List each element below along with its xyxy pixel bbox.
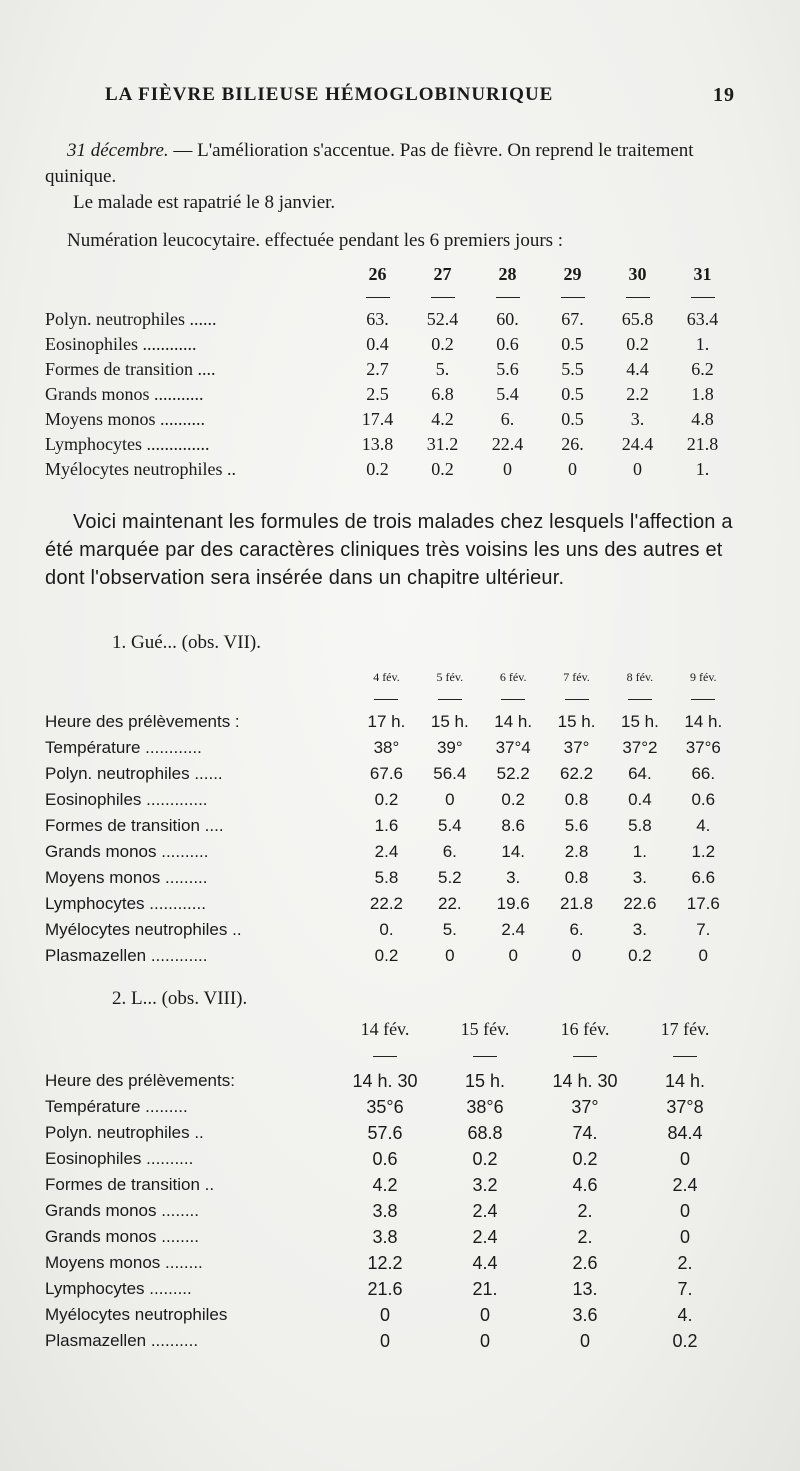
cell-value: 4.8 <box>691 409 714 429</box>
row-label: Myélocytes neutrophiles .. <box>45 920 242 939</box>
cell-value: 37°6 <box>685 738 721 757</box>
cell-value: 21.6 <box>367 1278 403 1299</box>
cell-value: 0.2 <box>374 790 399 809</box>
dash-rule <box>431 297 455 298</box>
row-label: Grands monos ........ <box>45 1201 200 1220</box>
dash-rule <box>691 297 715 298</box>
cell-value: 14 h. <box>684 712 723 731</box>
table-row <box>45 307 735 332</box>
cell-value: 3.8 <box>372 1200 398 1221</box>
cell-value: 0.5 <box>561 334 584 354</box>
cell-value: 26. <box>561 434 584 454</box>
row-label: Formes de transition .... <box>45 816 224 835</box>
cell-value: 31.2 <box>426 434 459 454</box>
row-label: Grands monos .......... <box>45 842 209 861</box>
cell-value: 5.2 <box>438 868 462 887</box>
cell-value: 5.6 <box>564 816 589 835</box>
dash-row <box>45 1044 735 1068</box>
cell-value: 37°4 <box>495 738 531 757</box>
cell-value: 0.8 <box>564 868 589 887</box>
cell-value: 0.2 <box>374 946 399 965</box>
cell-value: 5.4 <box>496 384 519 404</box>
cell-value: 4. <box>677 1304 693 1325</box>
cell-value: 0.2 <box>366 459 389 479</box>
cell-value: 1.2 <box>691 842 716 861</box>
table-row <box>45 735 735 761</box>
table-row <box>45 709 735 735</box>
table-row <box>45 332 735 357</box>
cell-value: 5.6 <box>496 359 519 379</box>
cell-value: 19.6 <box>496 894 530 913</box>
dash-rule <box>366 297 390 298</box>
column-header: 15 fév. <box>460 1018 510 1039</box>
cell-value: 38° <box>373 738 400 757</box>
cell-value: 3.8 <box>372 1226 398 1247</box>
cell-value: 0.2 <box>431 334 454 354</box>
cell-value: 57.6 <box>367 1122 403 1143</box>
cell-value: 39° <box>436 738 463 757</box>
cell-value: 0.2 <box>672 1330 698 1351</box>
cell-value: 0 <box>679 1148 690 1169</box>
table-header-row <box>45 1014 735 1044</box>
cell-value: 0.4 <box>628 790 652 809</box>
cell-value: 37°8 <box>666 1096 704 1117</box>
running-head <box>105 80 735 112</box>
row-label: Heure des prélèvements: <box>45 1071 235 1090</box>
cell-value: 0 <box>379 1304 390 1325</box>
table-row <box>45 1094 735 1120</box>
row-label: Grands monos ........ <box>45 1227 200 1246</box>
row-label: Plasmazellen ............ <box>45 946 208 965</box>
cell-value: 4.4 <box>626 359 649 379</box>
cell-value: 5. <box>442 920 457 939</box>
table-row <box>45 839 735 865</box>
dash-rule <box>438 699 462 700</box>
cell-value: 17 h. <box>367 712 406 731</box>
cell-value: 37° <box>563 738 590 757</box>
cell-value: 0 <box>445 946 455 965</box>
cell-value: 1.6 <box>374 816 399 835</box>
column-header: 6 fév. <box>499 669 527 684</box>
table-row <box>45 1068 735 1094</box>
dash-rule <box>561 297 585 298</box>
row-label: Lymphocytes .............. <box>45 434 210 454</box>
dash-rule <box>373 1056 397 1057</box>
cell-value: 2.2 <box>626 384 649 404</box>
row-label: Eosinophiles ............ <box>45 334 197 354</box>
cell-value: 84.4 <box>667 1122 703 1143</box>
cell-value: 5.8 <box>628 816 652 835</box>
cell-value: 15 h. <box>620 712 659 731</box>
row-label: Heure des prélèvements : <box>45 712 240 731</box>
cell-value: 6.8 <box>431 384 454 404</box>
cell-value: 0 <box>579 1330 590 1351</box>
cell-value: 2.6 <box>572 1252 598 1273</box>
cell-value: 4. <box>696 816 711 835</box>
cell-value: 1.8 <box>691 384 714 404</box>
cell-value: 0.6 <box>372 1148 398 1169</box>
row-label: Eosinophiles .......... <box>45 1149 194 1168</box>
cell-value: 0 <box>445 790 455 809</box>
cell-value: 14. <box>501 842 525 861</box>
cell-value: 13.8 <box>361 434 394 454</box>
cell-value: 2. <box>577 1200 593 1221</box>
leucocyte-table-days <box>45 262 735 482</box>
obs1-body <box>45 709 735 969</box>
cell-value: 0 <box>633 459 642 479</box>
obs2-body <box>45 1068 735 1354</box>
row-label: Formes de transition .... <box>45 359 216 379</box>
table-row <box>45 432 735 457</box>
cell-value: 5.8 <box>374 868 399 887</box>
row-label: Température ......... <box>45 1097 188 1116</box>
cell-value: 62.2 <box>559 764 594 783</box>
cell-value: 2.5 <box>366 384 389 404</box>
cell-value: 2. <box>577 1226 593 1247</box>
cell-value: 0.6 <box>691 790 716 809</box>
cell-value: 22.2 <box>369 894 403 913</box>
dash-rule <box>673 1056 697 1057</box>
table-row <box>45 761 735 787</box>
cell-value: 3. <box>632 868 647 887</box>
cell-value: 38°6 <box>466 1096 504 1117</box>
paragraph-numeration: Numération leucocytaire. effectuée pendant les 6 premiers jours : <box>67 230 564 251</box>
table-row <box>45 891 735 917</box>
cell-value: 74. <box>572 1122 598 1143</box>
column-header: 17 fév. <box>660 1018 710 1039</box>
cell-value: 0.5 <box>561 384 584 404</box>
table1-body <box>45 307 735 482</box>
cell-value: 0.5 <box>561 409 584 429</box>
column-header: 27 <box>433 263 452 284</box>
row-label: Grands monos ........... <box>45 384 204 404</box>
cell-value: 0 <box>679 1200 690 1221</box>
column-header: 28 <box>498 263 517 284</box>
cell-value: 2.4 <box>501 920 525 939</box>
row-label: Polyn. neutrophiles ...... <box>45 764 223 783</box>
cell-value: 2.4 <box>672 1174 698 1195</box>
cell-value: 56.4 <box>433 764 467 783</box>
dash-rule <box>628 699 652 700</box>
table-row <box>45 1250 735 1276</box>
dash-rule <box>626 297 650 298</box>
cell-value: 0.2 <box>431 459 454 479</box>
cell-value: 0.2 <box>572 1148 598 1169</box>
entry-date: 31 décembre. <box>67 140 169 161</box>
table-row <box>45 357 735 382</box>
cell-value: 0 <box>679 1226 690 1247</box>
dash-rule <box>501 699 525 700</box>
dash-rule <box>565 699 589 700</box>
cell-value: 15 h. <box>430 712 469 731</box>
row-label: Température ............ <box>45 738 202 757</box>
cell-value: 5. <box>435 359 450 379</box>
column-header: 26 <box>368 263 387 284</box>
cell-value: 2.4 <box>472 1226 498 1247</box>
table-header-row <box>45 262 735 286</box>
dash-rule <box>374 699 398 700</box>
cell-value: 12.2 <box>367 1252 403 1273</box>
table-row <box>45 917 735 943</box>
cell-value: 6. <box>442 842 457 861</box>
cell-value: 0.2 <box>628 946 652 965</box>
cell-value: 64. <box>628 764 652 783</box>
cell-value: 3.2 <box>472 1174 498 1195</box>
cell-value: 21. <box>472 1278 498 1299</box>
row-label: Moyens monos ......... <box>45 868 208 887</box>
cell-value: 4.6 <box>572 1174 598 1195</box>
row-label: Polyn. neutrophiles ...... <box>45 309 217 329</box>
cell-value: 5.5 <box>561 359 584 379</box>
cell-value: 6.2 <box>691 359 714 379</box>
cell-value: 63.4 <box>686 309 719 329</box>
cell-value: 3.6 <box>572 1304 598 1325</box>
row-label: Lymphocytes ......... <box>45 1279 192 1298</box>
cell-value: 0 <box>379 1330 390 1351</box>
cell-value: 15 h. <box>557 712 596 731</box>
cell-value: 1. <box>695 459 710 479</box>
table-row <box>45 1198 735 1224</box>
table-row <box>45 1302 735 1328</box>
cell-value: 52.2 <box>496 764 530 783</box>
column-header: 9 fév. <box>690 669 717 684</box>
dash-row <box>45 286 735 307</box>
cell-value: 21.8 <box>559 894 594 913</box>
cell-value: 15 h. <box>464 1070 506 1091</box>
column-header: 31 <box>693 263 712 284</box>
cell-value: 6. <box>569 920 584 939</box>
table-header-row <box>45 665 735 689</box>
cell-value: 37° <box>571 1096 599 1117</box>
cell-value: 68.8 <box>467 1122 503 1143</box>
cell-value: 22.6 <box>623 894 657 913</box>
cell-value: 60. <box>496 309 519 329</box>
paragraph-rapatriement: Le malade est rapatrié le 8 janvier. <box>73 192 336 213</box>
table-row <box>45 787 735 813</box>
cell-value: 2.4 <box>472 1200 498 1221</box>
dash-rule <box>473 1056 497 1057</box>
cell-value: 14 h. 30 <box>352 1070 418 1091</box>
cell-value: 5.4 <box>438 816 462 835</box>
table-row <box>45 1276 735 1302</box>
row-label: Myélocytes neutrophiles <box>45 1305 228 1324</box>
column-header: 16 fév. <box>560 1018 610 1039</box>
table-row <box>45 1120 735 1146</box>
row-label: Moyens monos ........ <box>45 1253 203 1272</box>
cell-value: 6. <box>500 409 515 429</box>
cell-value: 24.4 <box>621 434 654 454</box>
cell-value: 0 <box>479 1330 490 1351</box>
cell-value: 2.4 <box>374 842 399 861</box>
entry-text: — L'amélioration s'accentue. Pas de fièvre. On reprend le traitement quinique. <box>45 140 694 187</box>
table-row <box>45 457 735 482</box>
paragraph-formules: Voici maintenant les formules de trois malades chez lesquels l'affection a été marquée par des caractères cliniques très voisins les uns des autres et dont l'observation sera insérée dans un chapitre ultérieur. <box>45 511 733 589</box>
cell-value: 0 <box>479 1304 490 1325</box>
cell-value: 3. <box>506 868 521 887</box>
cell-value: 0. <box>379 920 394 939</box>
cell-value: 0 <box>503 459 512 479</box>
cell-value: 0.2 <box>626 334 649 354</box>
cell-value: 21.8 <box>686 434 719 454</box>
cell-value: 7. <box>696 920 711 939</box>
obs2-table <box>45 1014 735 1354</box>
cell-value: 37°2 <box>622 738 658 757</box>
cell-value: 2.8 <box>564 842 589 861</box>
cell-value: 0.4 <box>366 334 389 354</box>
column-header: 29 <box>563 263 582 284</box>
cell-value: 22. <box>438 894 462 913</box>
row-label: Formes de transition .. <box>45 1175 215 1194</box>
dash-row <box>45 689 735 709</box>
obs1-title: 1. Gué... (obs. VII). <box>112 632 261 653</box>
table-row <box>45 1146 735 1172</box>
cell-value: 65.8 <box>621 309 654 329</box>
cell-value: 2.7 <box>366 359 389 379</box>
cell-value: 0.2 <box>472 1148 498 1169</box>
table-row <box>45 943 735 969</box>
cell-value: 17.6 <box>686 894 720 913</box>
column-header: 5 fév. <box>436 669 464 684</box>
cell-value: 67.6 <box>369 764 403 783</box>
cell-value: 0 <box>698 946 709 965</box>
cell-value: 1. <box>632 842 647 861</box>
row-label: Eosinophiles ............. <box>45 790 208 809</box>
cell-value: 13. <box>572 1278 598 1299</box>
table-row <box>45 407 735 432</box>
cell-value: 14 h. 30 <box>552 1070 618 1091</box>
row-label: Polyn. neutrophiles .. <box>45 1123 204 1142</box>
table-row <box>45 865 735 891</box>
cell-value: 0 <box>571 946 582 965</box>
table-row <box>45 1328 735 1354</box>
dash-rule <box>496 297 520 298</box>
column-header: 30 <box>628 263 647 284</box>
cell-value: 52.4 <box>426 309 459 329</box>
column-header: 7 fév. <box>563 669 590 684</box>
cell-value: 4.4 <box>472 1252 498 1273</box>
cell-value: 0 <box>568 459 577 479</box>
cell-value: 4.2 <box>431 409 454 429</box>
cell-value: 17.4 <box>361 409 394 429</box>
page-number: 19 <box>713 84 735 106</box>
cell-value: 0 <box>508 946 518 965</box>
cell-value: 3. <box>630 409 645 429</box>
table-row <box>45 813 735 839</box>
cell-value: 0.6 <box>496 334 519 354</box>
table-row <box>45 1172 735 1198</box>
row-label: Myélocytes neutrophiles .. <box>45 459 236 479</box>
running-title: LA FIÈVRE BILIEUSE HÉMOGLOBINURIQUE <box>105 84 554 105</box>
obs1-table <box>45 665 735 969</box>
column-header: 4 fév. <box>373 669 400 684</box>
row-label: Plasmazellen .......... <box>45 1331 199 1350</box>
table-row <box>45 1224 735 1250</box>
paragraph-31-decembre <box>45 138 735 190</box>
dash-rule <box>573 1056 597 1057</box>
cell-value: 22.4 <box>491 434 524 454</box>
cell-value: 6.6 <box>691 868 716 887</box>
cell-value: 0.2 <box>501 790 525 809</box>
cell-value: 4.2 <box>372 1174 398 1195</box>
cell-value: 67. <box>561 309 584 329</box>
column-header: 8 fév. <box>626 669 654 684</box>
cell-value: 14 h. <box>664 1070 706 1091</box>
cell-value: 7. <box>677 1278 693 1299</box>
cell-value: 0.8 <box>564 790 589 809</box>
column-header: 14 fév. <box>360 1018 410 1039</box>
obs2-title: 2. L... (obs. VIII). <box>112 988 248 1009</box>
cell-value: 66. <box>691 764 716 783</box>
cell-value: 3. <box>632 920 647 939</box>
cell-value: 14 h. <box>494 712 533 731</box>
cell-value: 35°6 <box>366 1096 404 1117</box>
cell-value: 1. <box>695 334 710 354</box>
row-label: Moyens monos .......... <box>45 409 206 429</box>
cell-value: 2. <box>677 1252 693 1273</box>
dash-rule <box>691 699 715 700</box>
row-label: Lymphocytes ............ <box>45 894 206 913</box>
table-row <box>45 382 735 407</box>
cell-value: 63. <box>366 309 389 329</box>
cell-value: 8.6 <box>501 816 525 835</box>
